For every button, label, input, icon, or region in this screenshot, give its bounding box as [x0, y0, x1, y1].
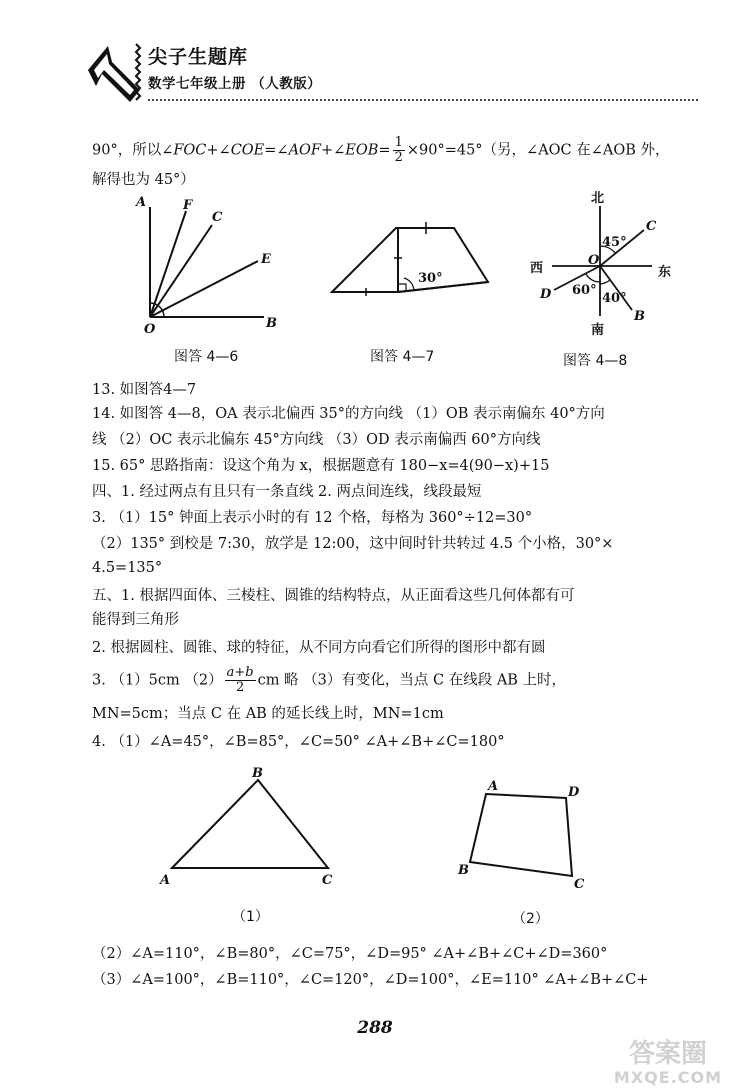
frac-num: 1 — [394, 135, 403, 150]
figure-4-7 — [322, 216, 492, 300]
item-14-line-2: 线 （2）OC 表示北偏东 45°方向线 （3）OD 表示南偏西 60°方向线 — [92, 432, 541, 448]
section-4-item-3-a: 3. （1）15° 钟面上表示小时的有 12 个格，每格为 360°÷12=30° — [92, 510, 533, 526]
book-title: 尖子生题库 — [148, 46, 249, 68]
item-14-line-1: 14. 如图答 4—8，OA 表示北偏西 35°的方向线 （1）OB 表示南偏东 40°方向 — [92, 406, 605, 422]
ab-frac-num: a+b — [226, 665, 254, 680]
line1-main: FOC+∠COE=∠AOF+∠EOB= — [173, 142, 391, 159]
section-4-item-3-c: 4.5=135° — [92, 560, 163, 576]
page-number: 288 — [357, 1018, 393, 1038]
s53-post: cm 略 （3）有变化，当点 C 在线段 AB 上时， — [257, 672, 567, 689]
section-5-item-1-b: 能得到三角形 — [92, 612, 179, 628]
caption-4-8: 图答 4—8 — [563, 353, 628, 369]
frac-den: 2 — [394, 150, 403, 165]
figure-triangle — [158, 762, 343, 892]
fig46-label-B: B — [266, 316, 277, 331]
quad-label-D: D — [568, 785, 580, 800]
fig48-east: 东 — [658, 265, 672, 280]
fig48-angle-45: 45° — [602, 235, 627, 250]
ab-fraction — [225, 666, 256, 695]
quad-label-C: C — [574, 877, 585, 892]
caption-quadrilateral: （2） — [512, 911, 549, 927]
fig48-label-C: C — [646, 219, 657, 234]
caption-4-6: 图答 4—6 — [174, 349, 239, 365]
section-5-item-4-1: 4. （1）∠A=45°，∠B=85°，∠C=50° ∠A+∠B+∠C=180° — [92, 734, 505, 750]
figure-4-6 — [130, 193, 280, 338]
caption-triangle: （1） — [232, 909, 269, 925]
caption-4-7: 图答 4—7 — [370, 349, 435, 365]
watermark-top: 答案圈 — [628, 1039, 707, 1069]
s53-pre: 3. （1）5cm （2） — [92, 672, 223, 689]
fig46-label-F: F — [183, 198, 193, 213]
quad-label-B: B — [458, 863, 469, 878]
fig48-label-O: O — [588, 253, 600, 268]
line1-pre: 90°，所以∠ — [92, 142, 174, 159]
header-logo — [84, 40, 146, 112]
fig48-angle-60: 60° — [572, 283, 597, 298]
book-subtitle: 数学七年级上册 （人教版） — [148, 76, 322, 92]
section-5-item-3-b: MN=5cm；当点 C 在 AB 的延长线上时，MN=1cm — [92, 706, 444, 722]
fig46-label-E: E — [261, 252, 271, 267]
watermark — [598, 1040, 738, 1087]
section-5-item-4-2: （2）∠A=110°，∠B=80°，∠C=75°，∠D=95° ∠A+∠B+∠C+∠D=360° — [92, 946, 608, 962]
tri-label-A: A — [160, 873, 171, 888]
fig48-south: 南 — [591, 323, 605, 338]
fig48-label-B: B — [634, 309, 645, 324]
line1-post: ×90°=45°（另，∠AOC 在∠AOB 外， — [406, 142, 670, 159]
section-5-item-3-a — [92, 666, 566, 695]
section-5-item-2: 2. 根据圆柱、圆锥、球的特征，从不同方向看它们所得的图形中都有圆 — [92, 640, 546, 656]
fig47-angle-30: 30° — [418, 271, 443, 286]
item-15: 15. 65° 思路指南：设这个角为 x，根据题意有 180−x=4(90−x)+15 — [92, 458, 550, 474]
fig48-label-D: D — [540, 287, 552, 302]
section-5-item-1-a: 五、1. 根据四面体、三棱柱、圆锥的结构特点，从正面看这些几何体都有可 — [92, 588, 575, 604]
arrow-logo-icon — [84, 40, 146, 112]
fig48-north: 北 — [591, 191, 605, 206]
watermark-bottom: MXQE.COM — [613, 1068, 723, 1087]
half-fraction — [393, 136, 405, 165]
section-4-item-1: 四、1. 经过两点有且只有一条直线 2. 两点间连线，线段最短 — [92, 484, 482, 500]
fig48-west: 西 — [530, 261, 544, 276]
quad-label-A: A — [488, 779, 499, 794]
header-divider — [148, 99, 698, 101]
tri-label-B: B — [252, 766, 263, 781]
section-4-item-3-b: （2）135° 到校是 7:30，放学是 12:00，这中间时针共转过 4.5 个小格，30°× — [92, 536, 614, 552]
tri-label-C: C — [322, 873, 333, 888]
text-line-1 — [92, 136, 670, 165]
ab-frac-den: 2 — [235, 680, 245, 695]
section-5-item-4-3: （3）∠A=100°，∠B=110°，∠C=120°，∠D=100°，∠E=110° ∠A+∠B+∠C+ — [92, 972, 649, 988]
text-line-2: 解得也为 45°） — [92, 172, 195, 188]
figure-4-8 — [528, 188, 678, 338]
item-13: 13. 如图答4—7 — [92, 382, 197, 398]
fig46-label-A: A — [136, 195, 147, 210]
fig46-label-O: O — [144, 322, 156, 337]
figure-quadrilateral — [456, 774, 596, 894]
fig46-label-C: C — [212, 210, 223, 225]
fig48-angle-40: 40° — [602, 291, 627, 306]
